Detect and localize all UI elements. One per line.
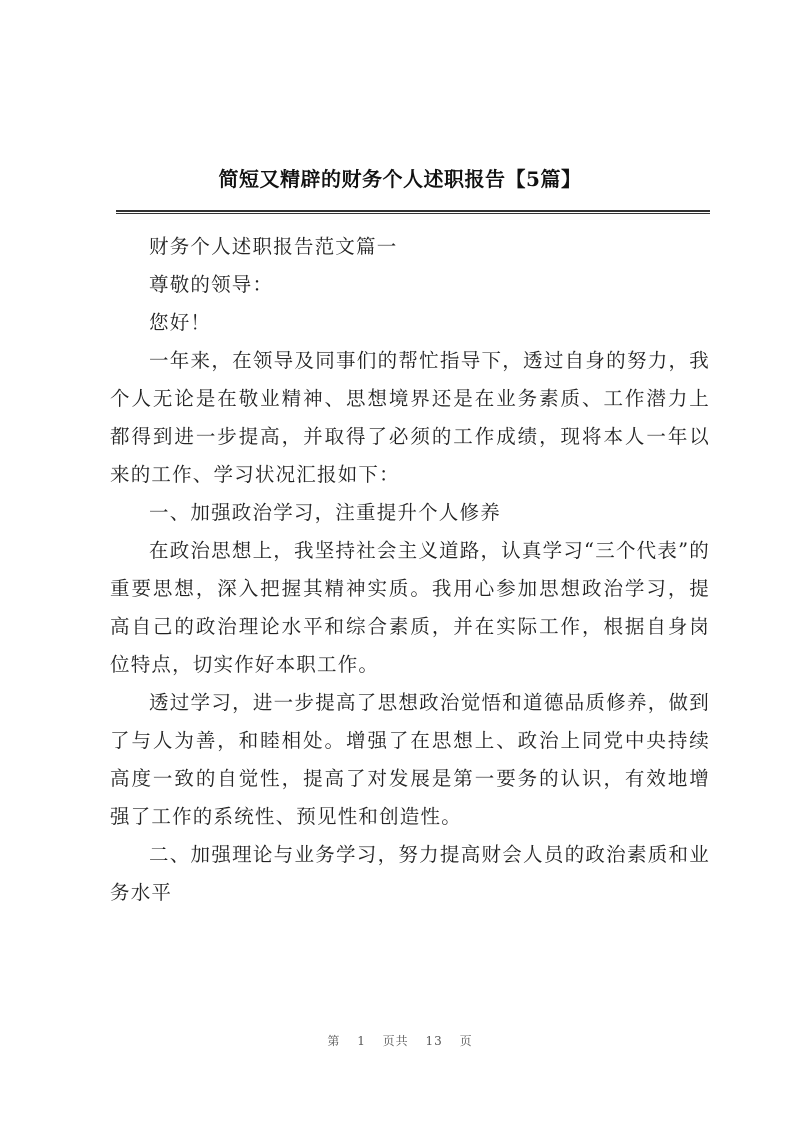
footer-suffix: 页 — [459, 1034, 473, 1048]
salutation: 尊敬的领导： — [149, 273, 274, 296]
body-paragraph: 在政治思想上，我坚持社会主义道路，认真学习“三个代表”的重要思想，深入把握其精神实质。我用心参加思想政治学习，提高自己的政治理论水平和综合素质，并在实际工作，根据自身岗位特点，切实作好本职工作。 — [110, 539, 710, 676]
title-divider — [116, 210, 710, 214]
document-title: 简短又精辟的财务个人述职报告【5篇】 — [218, 167, 582, 191]
footer-prefix: 第 — [327, 1034, 341, 1048]
section-heading: 财务个人述职报告范文篇一 — [149, 235, 398, 258]
body-paragraph: 透过学习，进一步提高了思想政治觉悟和道德品质修养，做到了与人为善，和睦相处。增强了在思想上、政治上同党中央持续高度一致的自觉性，提高了对发展是第一要务的认识，有效地增强了工作的系统性、预见性和创造性。 — [110, 691, 710, 828]
greeting: 您好！ — [149, 311, 212, 334]
page-number: 1 — [357, 1034, 366, 1048]
page-footer — [0, 1032, 800, 1049]
total-pages: 13 — [425, 1034, 443, 1048]
subsection-heading: 一、加强政治学习，注重提升个人修养 — [149, 501, 501, 524]
subsection-heading: 二、加强理论与业务学习，努力提高财会人员的政治素质和业务水平 — [110, 843, 710, 904]
document-body — [110, 228, 710, 912]
body-paragraph: 一年来，在领导及同事们的帮忙指导下，透过自身的努力，我个人无论是在敬业精神、思想境界还是在业务素质、工作潜力上都得到进一步提高，并取得了必须的工作成绩，现将本人一年以来的工作、学习状况汇报如下： — [110, 349, 710, 486]
footer-middle: 页共 — [382, 1034, 409, 1048]
